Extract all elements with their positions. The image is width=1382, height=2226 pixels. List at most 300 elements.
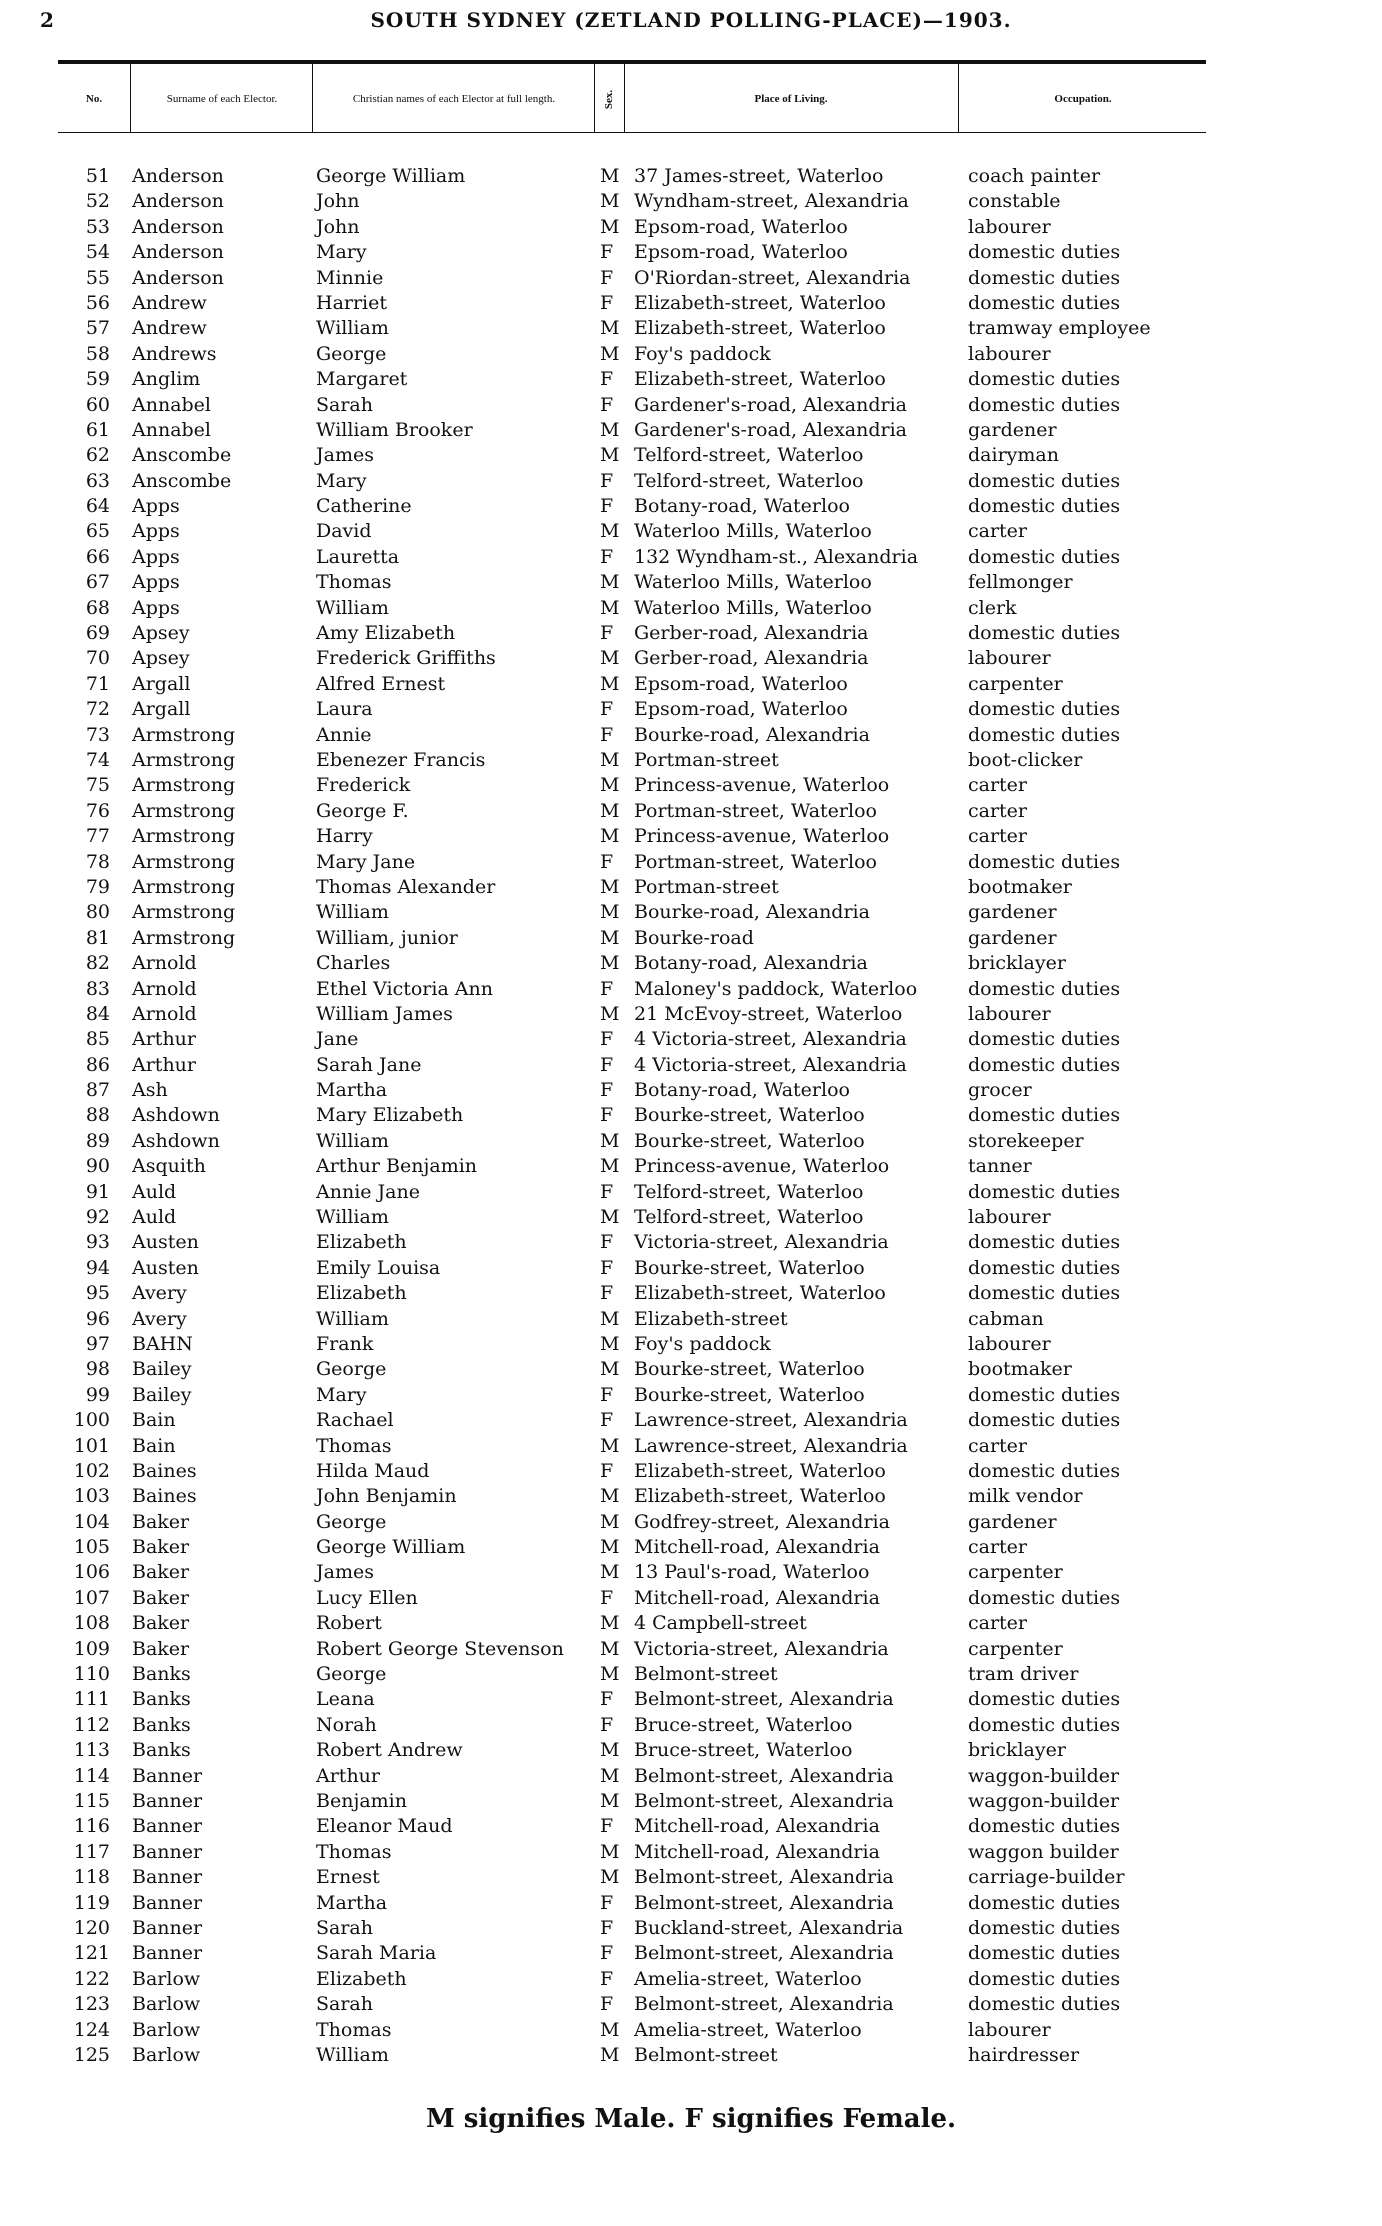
elector-occupation: domestic duties [968, 1815, 1121, 1838]
elector-sex: F [600, 1104, 614, 1127]
elector-sex: M [600, 1790, 620, 1812]
elector-surname: Banks [132, 1688, 191, 1711]
elector-place-of-living: Elizabeth-street, Waterloo [634, 291, 886, 314]
elector-occupation: domestic duties [968, 291, 1121, 314]
elector-place-of-living: 4 Victoria-street, Alexandria [634, 1028, 907, 1051]
elector-surname: Barlow [132, 2018, 201, 2041]
elector-place-of-living: Belmont-street, Alexandria [634, 1688, 894, 1711]
elector-surname: Banner [132, 1866, 203, 1889]
elector-surname: Ashdown [132, 1129, 220, 1152]
elector-surname: Bain [132, 1409, 176, 1432]
elector-sex: M [600, 1663, 620, 1686]
elector-number: 106 [73, 1561, 110, 1584]
header-sex [596, 66, 624, 132]
elector-number: 67 [85, 571, 110, 594]
elector-sex: M [600, 190, 620, 213]
elector-sex: F [600, 1586, 614, 1609]
table-row [0, 240, 1382, 265]
elector-place-of-living: Elizabeth-street, Waterloo [634, 1282, 886, 1305]
elector-place-of-living: O'Riordan-street, Alexandria [634, 266, 911, 289]
table-row [0, 570, 1382, 595]
elector-occupation: bricklayer [968, 952, 1066, 975]
elector-place-of-living: Waterloo Mills, Waterloo [634, 520, 872, 543]
elector-occupation: carter [968, 1434, 1028, 1457]
elector-surname: Armstrong [132, 875, 236, 898]
elector-number: 118 [73, 1866, 110, 1889]
elector-occupation: carter [968, 774, 1028, 797]
elector-christian-names: Mary [316, 241, 367, 264]
elector-place-of-living: Princess-avenue, Waterloo [634, 774, 890, 797]
elector-christian-names: George [316, 1510, 387, 1533]
elector-number: 110 [73, 1663, 110, 1686]
elector-surname: Armstrong [132, 799, 236, 822]
table-row [0, 1865, 1382, 1890]
elector-occupation: domestic duties [968, 1713, 1121, 1736]
elector-christian-names: Ethel Victoria Ann [316, 977, 494, 1000]
elector-christian-names: Lauretta [316, 545, 400, 568]
elector-place-of-living: Lawrence-street, Alexandria [634, 1434, 908, 1457]
elector-place-of-living: Bourke-road [634, 926, 754, 949]
elector-number: 59 [85, 368, 110, 391]
elector-surname: Baker [132, 1637, 190, 1660]
elector-number: 52 [85, 190, 110, 213]
elector-occupation: labourer [968, 2018, 1051, 2041]
elector-number: 94 [85, 1256, 110, 1279]
elector-surname: Anscombe [132, 469, 232, 492]
elector-sex: M [600, 2043, 620, 2066]
elector-number: 61 [85, 418, 110, 441]
elector-christian-names: Jane [316, 1028, 359, 1051]
table-row [0, 1256, 1382, 1281]
table-row [0, 1103, 1382, 1128]
elector-occupation: labourer [968, 342, 1051, 365]
elector-sex: F [600, 1028, 614, 1051]
elector-number: 117 [73, 1840, 110, 1863]
elector-surname: Ash [132, 1079, 168, 1102]
elector-place-of-living: Portman-street [634, 748, 779, 771]
elector-place-of-living: Portman-street [634, 875, 779, 898]
elector-surname: Apps [132, 520, 180, 543]
elector-christian-names: William [316, 596, 389, 619]
elector-number: 92 [85, 1206, 110, 1229]
elector-number: 55 [85, 266, 110, 289]
elector-number: 73 [85, 723, 110, 746]
elector-occupation: milk vendor [968, 1485, 1083, 1508]
elector-surname: Austen [132, 1231, 199, 1254]
elector-number: 100 [73, 1409, 110, 1432]
elector-occupation: labourer [968, 1002, 1051, 1025]
elector-christian-names: Eleanor Maud [316, 1815, 453, 1838]
elector-sex: M [600, 1434, 620, 1457]
header-place-of-living: Place of Living. [754, 92, 828, 105]
elector-place-of-living: Victoria-street, Alexandria [634, 1231, 889, 1254]
elector-occupation: domestic duties [968, 1231, 1121, 1254]
table-row [0, 1687, 1382, 1712]
elector-place-of-living: Epsom-road, Waterloo [634, 215, 848, 238]
elector-occupation: domestic duties [968, 545, 1121, 568]
elector-occupation: domestic duties [968, 241, 1121, 264]
elector-sex: M [600, 1739, 620, 1762]
elector-occupation: hairdresser [968, 2043, 1080, 2066]
elector-number: 62 [85, 444, 110, 467]
elector-place-of-living: 37 James-street, Waterloo [634, 165, 884, 187]
elector-number: 87 [85, 1079, 110, 1102]
elector-christian-names: Mary [316, 469, 367, 492]
elector-surname: Banner [132, 1840, 203, 1863]
elector-surname: Baker [132, 1612, 190, 1635]
table-row [0, 1357, 1382, 1382]
table-row [0, 1637, 1382, 1662]
elector-surname: Arnold [132, 977, 197, 1000]
elector-christian-names: John [316, 190, 360, 213]
elector-place-of-living: Gerber-road, Alexandria [634, 622, 869, 645]
elector-surname: Andrews [132, 342, 217, 365]
elector-number: 101 [73, 1434, 110, 1457]
table-row [0, 2018, 1382, 2043]
elector-place-of-living: Telford-street, Waterloo [634, 1206, 864, 1229]
elector-sex: F [600, 850, 614, 873]
elector-surname: Armstrong [132, 926, 236, 949]
elector-surname: Arnold [132, 952, 197, 975]
elector-number: 89 [85, 1129, 110, 1152]
elector-christian-names: Catherine [316, 495, 412, 518]
elector-number: 63 [85, 469, 110, 492]
table-row [0, 1307, 1382, 1332]
elector-number: 86 [85, 1053, 110, 1076]
elector-christian-names: Minnie [316, 266, 384, 289]
header-occupation: Occupation. [1054, 92, 1112, 105]
elector-surname: Banks [132, 1739, 191, 1762]
elector-sex: M [600, 875, 620, 898]
elector-place-of-living: Belmont-street, Alexandria [634, 1866, 894, 1889]
elector-christian-names: William [316, 1129, 389, 1152]
elector-number: 84 [85, 1002, 110, 1025]
elector-sex: M [600, 1637, 620, 1660]
elector-place-of-living: Telford-street, Waterloo [634, 444, 864, 467]
elector-occupation: domestic duties [968, 1104, 1121, 1127]
table-row [0, 697, 1382, 722]
table-row [0, 545, 1382, 570]
elector-surname: Baines [132, 1459, 197, 1482]
elector-number: 60 [85, 393, 110, 416]
elector-surname: Baker [132, 1510, 190, 1533]
elector-christian-names: William Brooker [316, 418, 473, 441]
elector-occupation: storekeeper [968, 1129, 1084, 1152]
elector-christian-names: Amy Elizabeth [316, 622, 456, 645]
elector-number: 88 [85, 1104, 110, 1127]
table-row [0, 1662, 1382, 1687]
elector-surname: Baines [132, 1485, 197, 1508]
table-row [0, 723, 1382, 748]
elector-surname: Argall [132, 698, 191, 721]
elector-place-of-living: Elizabeth-street [634, 1307, 788, 1330]
elector-place-of-living: Belmont-street, Alexandria [634, 1942, 894, 1965]
elector-sex: M [600, 1332, 620, 1355]
elector-sex: M [600, 165, 620, 187]
elector-occupation: carter [968, 1536, 1028, 1559]
elector-christian-names: William [316, 1206, 389, 1229]
table-row [0, 189, 1382, 214]
elector-surname: Bain [132, 1434, 176, 1457]
table-row [0, 519, 1382, 544]
table-row [0, 215, 1382, 240]
elector-christian-names: George William [316, 165, 466, 187]
elector-number: 56 [85, 291, 110, 314]
elector-sex: M [600, 317, 620, 340]
elector-occupation: waggon builder [968, 1840, 1119, 1863]
elector-christian-names: Annie Jane [316, 1180, 420, 1203]
elector-sex: M [600, 571, 620, 594]
elector-number: 115 [73, 1790, 110, 1812]
elector-surname: Asquith [132, 1155, 206, 1178]
elector-occupation: domestic duties [968, 1256, 1121, 1279]
column-divider [130, 64, 131, 132]
elector-christian-names: George [316, 342, 387, 365]
elector-christian-names: Annie [316, 723, 372, 746]
elector-christian-names: Mary Jane [316, 850, 416, 873]
table-row [0, 850, 1382, 875]
elector-christian-names: Mary [316, 1383, 367, 1406]
elector-occupation: gardener [968, 418, 1057, 441]
elector-sex: F [600, 1079, 614, 1102]
elector-number: 103 [73, 1485, 110, 1508]
table-row [0, 1967, 1382, 1992]
elector-place-of-living: Gardener's-road, Alexandria [634, 418, 908, 441]
elector-place-of-living: Waterloo Mills, Waterloo [634, 596, 872, 619]
elector-surname: Arnold [132, 1002, 197, 1025]
elector-place-of-living: Epsom-road, Waterloo [634, 698, 848, 721]
elector-christian-names: Thomas Alexander [316, 875, 496, 898]
elector-christian-names: Benjamin [316, 1790, 407, 1812]
elector-sex: M [600, 774, 620, 797]
elector-occupation: fellmonger [968, 571, 1073, 594]
elector-occupation: domestic duties [968, 1282, 1121, 1305]
elector-christian-names: Sarah [316, 1993, 373, 2016]
elector-surname: Andrew [132, 291, 207, 314]
elector-place-of-living: Epsom-road, Waterloo [634, 241, 848, 264]
elector-surname: Armstrong [132, 825, 236, 848]
elector-occupation: domestic duties [968, 1028, 1121, 1051]
elector-place-of-living: Bourke-street, Waterloo [634, 1383, 865, 1406]
elector-sex: F [600, 1231, 614, 1254]
elector-number: 125 [73, 2043, 110, 2066]
elector-place-of-living: Waterloo Mills, Waterloo [634, 571, 872, 594]
elector-surname: Banks [132, 1713, 191, 1736]
elector-place-of-living: Portman-street, Waterloo [634, 850, 877, 873]
elector-surname: Argall [132, 672, 191, 695]
top-rule [58, 60, 1206, 64]
elector-sex: M [600, 1764, 620, 1787]
elector-sex: F [600, 1053, 614, 1076]
elector-occupation: domestic duties [968, 1180, 1121, 1203]
elector-occupation: constable [968, 190, 1061, 213]
elector-place-of-living: Botany-road, Waterloo [634, 1079, 850, 1102]
table-row [0, 469, 1382, 494]
table-row [0, 2043, 1382, 2068]
elector-number: 108 [73, 1612, 110, 1635]
elector-christian-names: Elizabeth [316, 1282, 407, 1305]
elector-sex: M [600, 1561, 620, 1584]
elector-surname: Barlow [132, 1993, 201, 2016]
elector-place-of-living: Telford-street, Waterloo [634, 1180, 864, 1203]
elector-number: 114 [73, 1764, 110, 1787]
elector-occupation: domestic duties [968, 1586, 1121, 1609]
elector-christian-names: David [316, 520, 372, 543]
header-surname: Surname of each Elector. [166, 92, 278, 105]
page-number: 2 [40, 8, 54, 32]
elector-place-of-living: Botany-road, Alexandria [634, 952, 868, 975]
table-row [0, 1205, 1382, 1230]
elector-place-of-living: Mitchell-road, Alexandria [634, 1815, 880, 1838]
column-divider [594, 64, 595, 132]
elector-christian-names: Arthur Benjamin [316, 1155, 478, 1178]
elector-surname: Andrew [132, 317, 207, 340]
elector-rows [0, 164, 1382, 2068]
elector-occupation: domestic duties [968, 393, 1121, 416]
elector-surname: Auld [132, 1180, 177, 1203]
elector-sex: M [600, 215, 620, 238]
elector-sex: F [600, 1713, 614, 1736]
table-row [0, 1713, 1382, 1738]
elector-sex: M [600, 2018, 620, 2041]
elector-place-of-living: 4 Campbell-street [634, 1612, 807, 1635]
elector-occupation: bricklayer [968, 1739, 1066, 1762]
elector-occupation: domestic duties [968, 495, 1121, 518]
elector-place-of-living: Epsom-road, Waterloo [634, 672, 848, 695]
elector-number: 54 [85, 241, 110, 264]
elector-number: 98 [85, 1358, 110, 1381]
elector-occupation: carter [968, 825, 1028, 848]
elector-christian-names: Lucy Ellen [316, 1586, 418, 1609]
elector-surname: Banner [132, 1916, 203, 1939]
elector-christian-names: Sarah Jane [316, 1053, 422, 1076]
elector-place-of-living: Bourke-street, Waterloo [634, 1104, 865, 1127]
elector-place-of-living: 132 Wyndham-st., Alexandria [634, 545, 919, 568]
elector-sex: M [600, 672, 620, 695]
elector-christian-names: Emily Louisa [316, 1256, 441, 1279]
header-rule [58, 132, 1206, 133]
elector-occupation: gardener [968, 1510, 1057, 1533]
elector-place-of-living: Elizabeth-street, Waterloo [634, 1485, 886, 1508]
elector-christian-names: Elizabeth [316, 1231, 407, 1254]
elector-surname: Baker [132, 1586, 190, 1609]
elector-place-of-living: Bourke-street, Waterloo [634, 1129, 865, 1152]
elector-sex: F [600, 1383, 614, 1406]
elector-occupation: grocer [968, 1079, 1032, 1102]
elector-christian-names: Ebenezer Francis [316, 748, 486, 771]
elector-christian-names: John [316, 215, 360, 238]
elector-surname: Barlow [132, 2043, 201, 2066]
elector-number: 66 [85, 545, 110, 568]
elector-number: 85 [85, 1028, 110, 1051]
elector-christian-names: Robert [316, 1612, 382, 1635]
elector-place-of-living: Bourke-street, Waterloo [634, 1358, 865, 1381]
elector-christian-names: George [316, 1663, 387, 1686]
elector-sex: M [600, 418, 620, 441]
elector-occupation: coach painter [968, 165, 1101, 187]
elector-number: 99 [85, 1383, 110, 1406]
elector-surname: Banner [132, 1764, 203, 1787]
elector-sex: M [600, 1002, 620, 1025]
elector-place-of-living: Mitchell-road, Alexandria [634, 1536, 880, 1559]
elector-christian-names: Ernest [316, 1866, 380, 1889]
elector-surname: Arthur [132, 1028, 196, 1051]
elector-surname: Ashdown [132, 1104, 220, 1127]
elector-occupation: carpenter [968, 1561, 1063, 1584]
elector-christian-names: Elizabeth [316, 1967, 407, 1990]
elector-occupation: labourer [968, 647, 1051, 670]
elector-number: 58 [85, 342, 110, 365]
elector-place-of-living: Amelia-street, Waterloo [634, 2018, 862, 2041]
elector-christian-names: Thomas [316, 2018, 392, 2041]
table-row [0, 1840, 1382, 1865]
elector-surname: Armstrong [132, 748, 236, 771]
elector-christian-names: William [316, 317, 389, 340]
table-row [0, 164, 1382, 189]
elector-sex: M [600, 1866, 620, 1889]
table-row [0, 672, 1382, 697]
elector-surname: Apps [132, 571, 180, 594]
table-row [0, 596, 1382, 621]
elector-surname: Armstrong [132, 850, 236, 873]
elector-sex: F [600, 1942, 614, 1965]
elector-number: 90 [85, 1155, 110, 1178]
table-row [0, 1332, 1382, 1357]
elector-number: 123 [73, 1993, 110, 2016]
table-row [0, 1560, 1382, 1585]
elector-christian-names: Alfred Ernest [316, 672, 446, 695]
elector-number: 57 [85, 317, 110, 340]
elector-christian-names: William [316, 2043, 389, 2066]
table-row [0, 951, 1382, 976]
elector-sex: M [600, 926, 620, 949]
elector-occupation: domestic duties [968, 622, 1121, 645]
elector-number: 97 [85, 1332, 110, 1355]
elector-place-of-living: Wyndham-street, Alexandria [634, 190, 909, 213]
elector-place-of-living: Elizabeth-street, Waterloo [634, 317, 886, 340]
elector-occupation: domestic duties [968, 1688, 1121, 1711]
elector-surname: Apsey [132, 622, 190, 645]
elector-surname: Apps [132, 596, 180, 619]
elector-number: 53 [85, 215, 110, 238]
table-row [0, 1129, 1382, 1154]
table-row [0, 1281, 1382, 1306]
elector-number: 107 [73, 1586, 110, 1609]
elector-surname: Bailey [132, 1358, 192, 1381]
elector-sex: F [600, 977, 614, 1000]
elector-christian-names: Harry [316, 825, 373, 848]
elector-surname: Anderson [132, 165, 224, 187]
elector-number: 75 [85, 774, 110, 797]
table-row [0, 367, 1382, 392]
table-row [0, 621, 1382, 646]
elector-occupation: domestic duties [968, 1916, 1121, 1939]
page-title: SOUTH SYDNEY (ZETLAND POLLING-PLACE)—1903. [370, 8, 1012, 32]
elector-christian-names: Rachael [316, 1409, 394, 1432]
elector-surname: Annabel [132, 418, 212, 441]
table-row [0, 1738, 1382, 1763]
elector-surname: Anglim [132, 368, 201, 391]
elector-sex: M [600, 1612, 620, 1635]
elector-number: 78 [85, 850, 110, 873]
table-row [0, 316, 1382, 341]
elector-sex: M [600, 1206, 620, 1229]
elector-sex: F [600, 291, 614, 314]
elector-place-of-living: Elizabeth-street, Waterloo [634, 1459, 886, 1482]
elector-surname: Austen [132, 1256, 199, 1279]
elector-surname: Arthur [132, 1053, 196, 1076]
table-row [0, 1180, 1382, 1205]
